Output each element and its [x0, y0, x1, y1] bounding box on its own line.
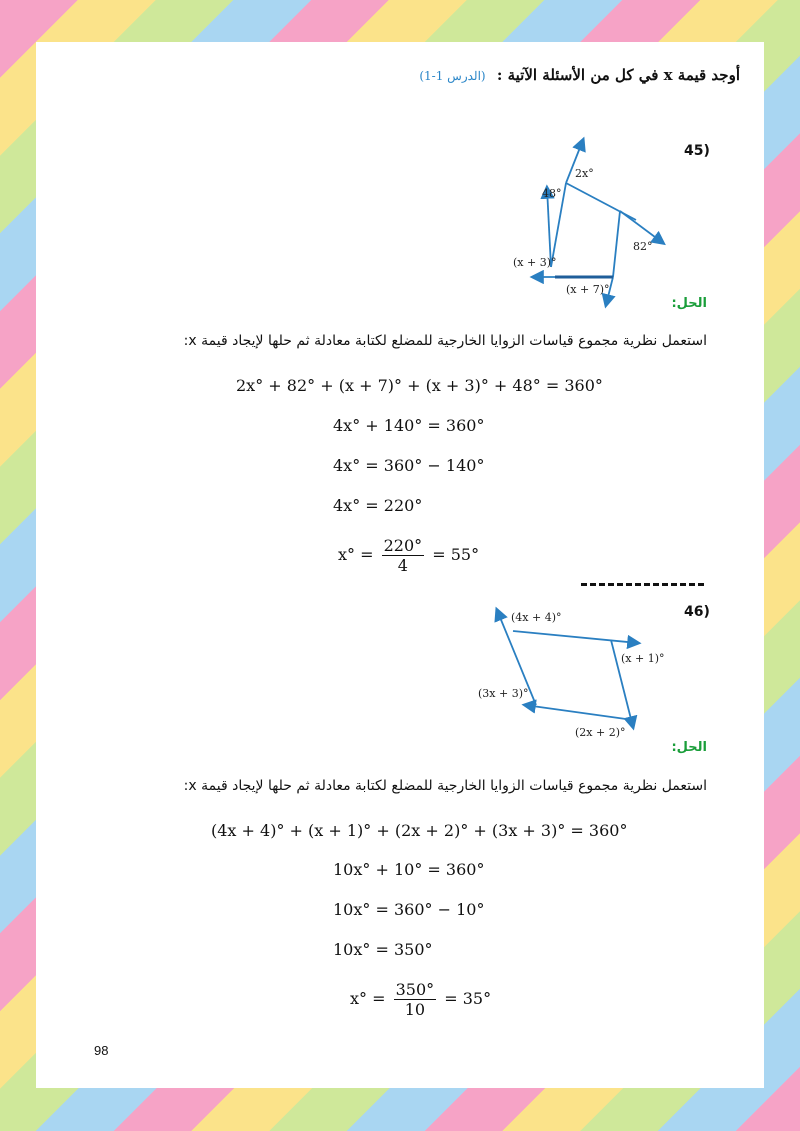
angle-label-48: 48° — [542, 187, 562, 200]
question-number-45: 45) — [684, 143, 710, 159]
eq45-fraction — [382, 536, 425, 575]
question-number-46: 46) — [684, 604, 710, 620]
exercise-heading — [419, 66, 740, 84]
instruction-45: استعمل نظرية مجموع قياسات الزوايا الخارجية للمضلع لكتابة معادلة ثم حلها لإيجاد قيمة x: — [183, 333, 707, 349]
eq46-fraction — [394, 980, 437, 1019]
angle-label-x-plus-7: (x + 7)° — [566, 283, 610, 296]
solution-label-45: الحل: — [671, 296, 707, 311]
equation-46-1: (4x + 4)° + (x + 1)° + (2x + 2)° + (3x + 3)° = 360° — [211, 821, 628, 840]
equation-46-3: 10x° = 360° − 10° — [333, 900, 485, 919]
page-number: 98 — [94, 1043, 109, 1058]
quad-bottom-arrow — [525, 705, 633, 720]
quadrilateral-diagram — [470, 600, 680, 745]
eq45-numerator: 220° — [383, 536, 423, 555]
equation-46-4: 10x° = 350° — [333, 940, 433, 959]
lesson-reference: (الدرس 1-1) — [419, 69, 486, 83]
eq46-lhs: x° = — [350, 989, 386, 1008]
eq45-denominator: 4 — [397, 556, 408, 575]
equation-45-4: 4x° = 220° — [333, 496, 423, 515]
equation-46-5 — [350, 980, 491, 1019]
eq46-rhs: = 35° — [444, 989, 492, 1008]
eq46-denominator: 10 — [404, 1000, 426, 1019]
equation-45-3: 4x° = 360° − 140° — [333, 456, 485, 475]
angle-label-2x: 2x° — [575, 167, 594, 180]
angle-label-82: 82° — [633, 240, 653, 253]
equation-45-5 — [338, 536, 479, 575]
edge-right-arrow — [620, 211, 663, 243]
heading-text: أوجد قيمة x في كل من الأسئلة الآتية : — [496, 66, 740, 84]
solution-label-46: الحل: — [671, 740, 707, 755]
angle-label-x-plus-3: (x + 3)° — [513, 256, 557, 269]
angle-label-3x-plus-3: (3x + 3)° — [478, 687, 529, 700]
eq45-lhs: x° = — [338, 545, 374, 564]
equation-45-2: 4x° + 140° = 360° — [333, 416, 485, 435]
angle-label-4x-plus-4: (4x + 4)° — [511, 611, 562, 624]
equation-46-2: 10x° + 10° = 360° — [333, 860, 485, 879]
angle-label-2x-plus-2: (2x + 2)° — [575, 726, 626, 739]
instruction-46: استعمل نظرية مجموع قياسات الزوايا الخارجية للمضلع لكتابة معادلة ثم حلها لإيجاد قيمة x: — [183, 778, 707, 794]
eq45-rhs: = 55° — [432, 545, 480, 564]
pentagon-diagram — [500, 135, 680, 310]
edge-right — [613, 211, 620, 277]
quad-top-arrow — [513, 631, 638, 643]
angle-label-x-plus-1: (x + 1)° — [621, 652, 665, 665]
eq46-numerator: 350° — [395, 980, 435, 999]
section-divider — [581, 583, 704, 586]
equation-45-1: 2x° + 82° + (x + 7)° + (x + 3)° + 48° = 360° — [236, 376, 603, 395]
